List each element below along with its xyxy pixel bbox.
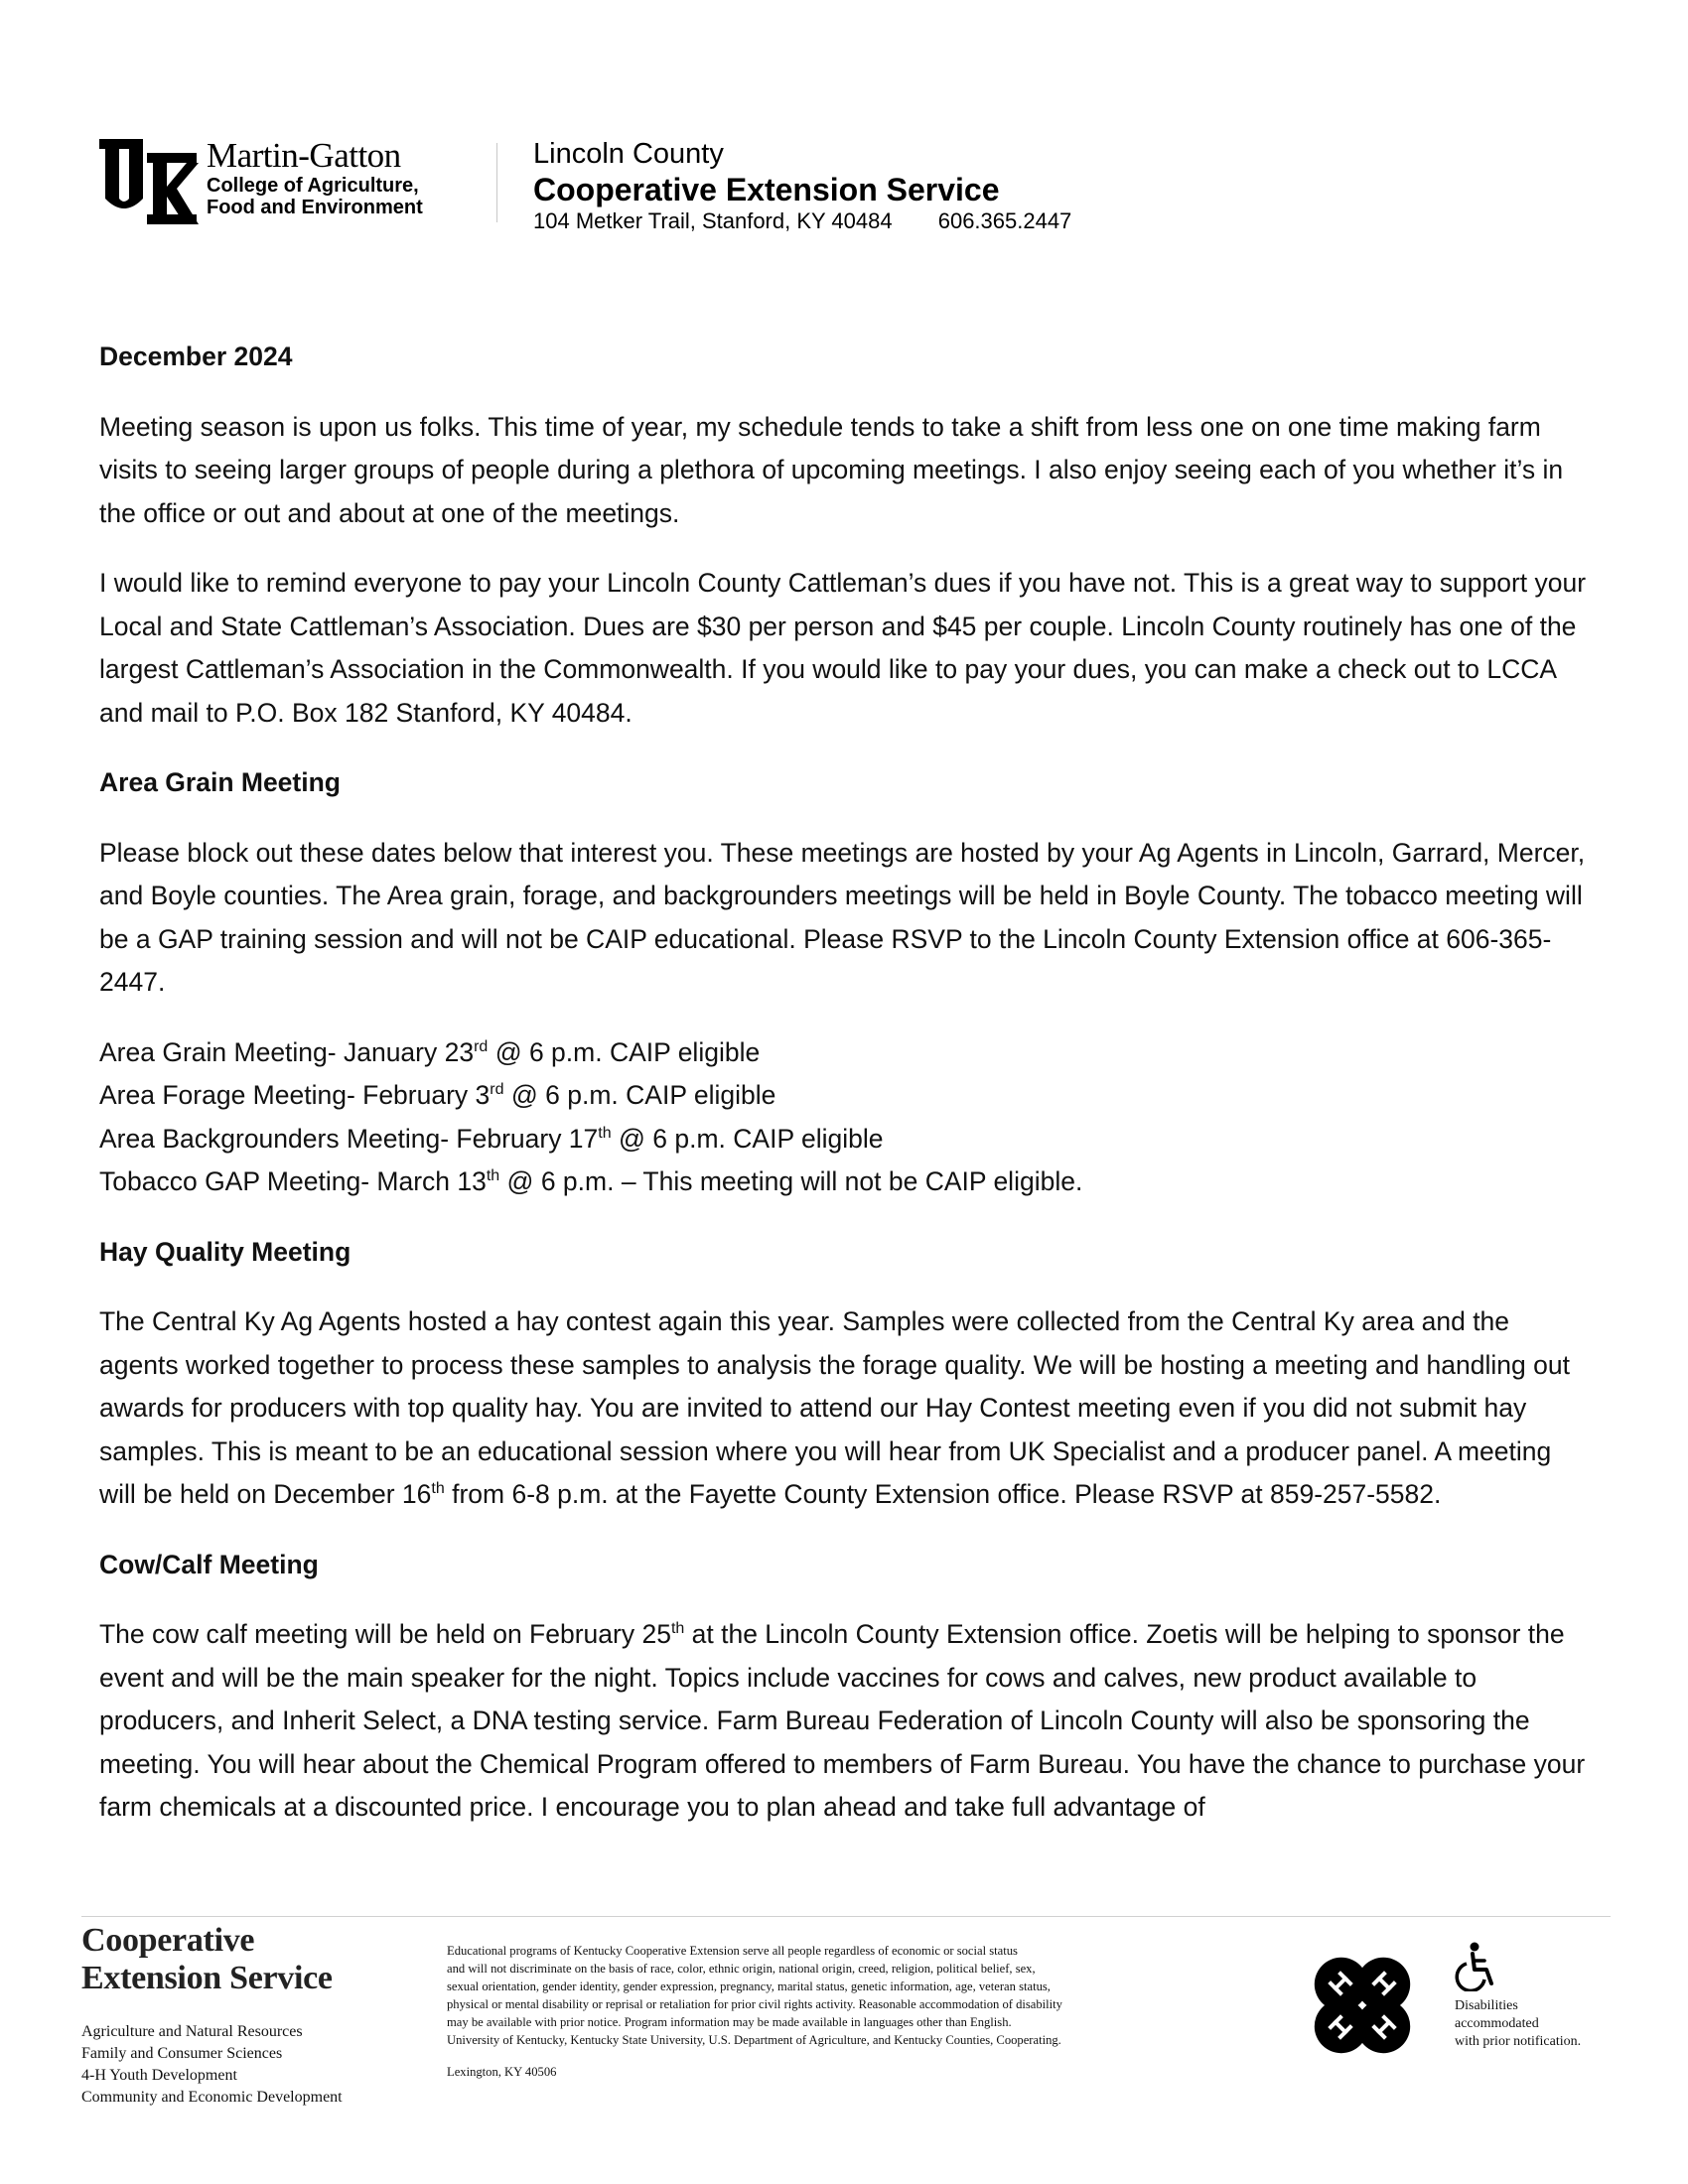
accessibility-note-block (1455, 1942, 1633, 2051)
access-note-line: accommodated (1455, 2016, 1539, 2031)
event-text: Area Grain Meeting- January 23 (99, 1036, 475, 1067)
ordinal-suffix: th (670, 1620, 685, 1637)
college-name-block (207, 137, 574, 218)
office-address: 104 Metker Trail, Stanford, KY 40484 (533, 208, 893, 233)
legal-line: may be available with prior notice. Program information may be made available in languages other than English. (447, 2015, 1012, 2029)
ordinal-suffix: th (598, 1124, 612, 1142)
cowcalf-text: The cow calf meeting will be held on February 25 (99, 1619, 671, 1649)
hay-text: The Central Ky Ag Agents hosted a hay contest again this year. Samples were collected from the Central Ky area and the agents worked together to process these samples to analysis the forage quality. We will be hosting a meeting and handling out awards for producers with top quality hay. You are invited to attend our Hay Contest meeting even if you did not submit hay samples. This is meant to be an educational session where you will hear from UK Specialist and a producer panel. A meeting will be held on December 16 (99, 1306, 1570, 1509)
event-text: @ 6 p.m. – This meeting will not be CAIP eligible. (499, 1166, 1083, 1196)
uk-logo-icon (99, 139, 199, 224)
footer-city: Lexington, KY 40506 (447, 2065, 557, 2079)
hay-heading: Hay Quality Meeting (99, 1236, 352, 1267)
list-item (99, 1160, 1589, 1204)
hay-paragraph (99, 1300, 1589, 1517)
list-item (99, 1031, 1589, 1075)
grain-heading: Area Grain Meeting (99, 767, 341, 797)
footer-rule (81, 1916, 1611, 1917)
ordinal-suffix: rd (490, 1081, 504, 1098)
four-h-clover-icon (1301, 1944, 1424, 2067)
footer-ces-line1: Cooperative (81, 1922, 255, 1959)
letterhead-divider (496, 143, 497, 222)
access-note-line: Disabilities (1455, 1998, 1518, 2013)
legal-line: University of Kentucky, Kentucky State University, U.S. Department of Agriculture, and Kentucky Counties, Cooperating. (447, 2033, 1061, 2047)
wheelchair-icon (1455, 1942, 1498, 1991)
legal-line: physical or mental disability or reprisal or retaliation for prior civil rights activity. Reasonable accommodation of disability (447, 1997, 1062, 2011)
list-item: Family and Consumer Sciences (81, 2045, 283, 2062)
meeting-schedule-list (99, 1031, 1589, 1204)
intro-paragraph: Meeting season is upon us folks. This time of year, my schedule tends to take a shift from less one on one time making farm visits to seeing larger groups of people during a plethora of upcoming meetings. I also enjoy seeing each of you whether it’s in the office or out and about at one of the meetings. (99, 411, 1564, 528)
list-item (99, 1118, 1589, 1161)
college-subtitle-1: College of Agriculture, (207, 175, 419, 197)
event-text: Area Backgrounders Meeting- February 17 (99, 1123, 599, 1154)
footer-program-list (81, 2021, 409, 2109)
list-item: 4-H Youth Development (81, 2067, 237, 2084)
legal-line: sexual orientation, gender identity, gender expression, pregnancy, marital status, genetic information, age, veteran status, (447, 1979, 1051, 1993)
cowcalf-paragraph (99, 1613, 1589, 1830)
service-title: Cooperative Extension Service (533, 172, 1000, 207)
dues-paragraph: I would like to remind everyone to pay your Lincoln County Cattleman’s dues if you have not. This is a great way to support your Local and State Cattleman’s Association. Dues are $30 per person and $45 per couple. Lincoln County routinely has one of the largest Cattleman’s Association in the Commonwealth. If you would like to pay your dues, you can make a check out to LCCA and mail to P.O. Box 182 Stanford, KY 40484. (99, 568, 1587, 728)
event-text: Area Forage Meeting- February 3 (99, 1080, 491, 1110)
footer-ces-line2: Extension Service (81, 1960, 333, 1996)
event-text: @ 6 p.m. CAIP eligible (611, 1123, 884, 1154)
address-line (533, 208, 1328, 234)
ordinal-suffix: rd (474, 1037, 489, 1055)
ordinal-suffix: th (486, 1167, 500, 1184)
list-item: Community and Economic Development (81, 2089, 343, 2106)
letter-body (99, 336, 1589, 1856)
access-note (1455, 1997, 1633, 2051)
event-text: Tobacco GAP Meeting- March 13 (99, 1166, 487, 1196)
access-note-line: with prior notification. (1455, 2034, 1582, 2049)
page-footer (0, 1906, 1688, 2105)
grain-paragraph: Please block out these dates below that interest you. These meetings are hosted by your Ag Agents in Lincoln, Garrard, Mercer, and Boyle counties. The Area grain, forage, and backgrounders meetings will be held in Boyle County. The tobacco meeting will be a GAP training session and will not be CAIP educational. Please RSVP to the Lincoln County Extension office at 606-365-2447. (99, 837, 1586, 997)
event-text: @ 6 p.m. CAIP eligible (503, 1080, 776, 1110)
county-office-block (533, 137, 1328, 234)
footer-legal-statement (447, 1942, 1321, 2081)
cowcalf-text: at the Lincoln County Extension office. Zoetis will be helping to sponsor the event and will be the main speaker for the night. Topics include vaccines for cows and calves, new product available to producers, and Inherit Select, a DNA testing service. Farm Bureau Federation of Lincoln County will also be sponsoring the meeting. You will hear about the Chemical Program offered to members of Farm Bureau. You have the chance to purchase your farm chemicals at a discounted price. I encourage you to plan ahead and take full advantage of (99, 1619, 1586, 1822)
list-item: Agriculture and Natural Resources (81, 2023, 303, 2040)
letter-date: December 2024 (99, 341, 293, 371)
hay-text: from 6-8 p.m. at the Fayette County Extension office. Please RSVP at 859-257-5582. (444, 1479, 1442, 1509)
event-text: @ 6 p.m. CAIP eligible (488, 1036, 761, 1067)
list-item (99, 1074, 1589, 1118)
ordinal-suffix: th (431, 1480, 445, 1497)
office-phone: 606.365.2447 (937, 208, 1072, 233)
legal-line: Educational programs of Kentucky Cooperative Extension serve all people regardless of economic or social status (447, 1944, 1018, 1958)
letterhead (99, 137, 1390, 236)
college-name: Martin-Gatton (207, 136, 401, 175)
college-subtitle-2: Food and Environment (207, 197, 423, 218)
legal-line: and will not discriminate on the basis of race, color, ethnic origin, national origin, creed, religion, political belief, sex, (447, 1962, 1036, 1976)
cowcalf-heading: Cow/Calf Meeting (99, 1549, 319, 1579)
footer-ces-block (81, 1922, 409, 2109)
county-name: Lincoln County (533, 138, 724, 170)
